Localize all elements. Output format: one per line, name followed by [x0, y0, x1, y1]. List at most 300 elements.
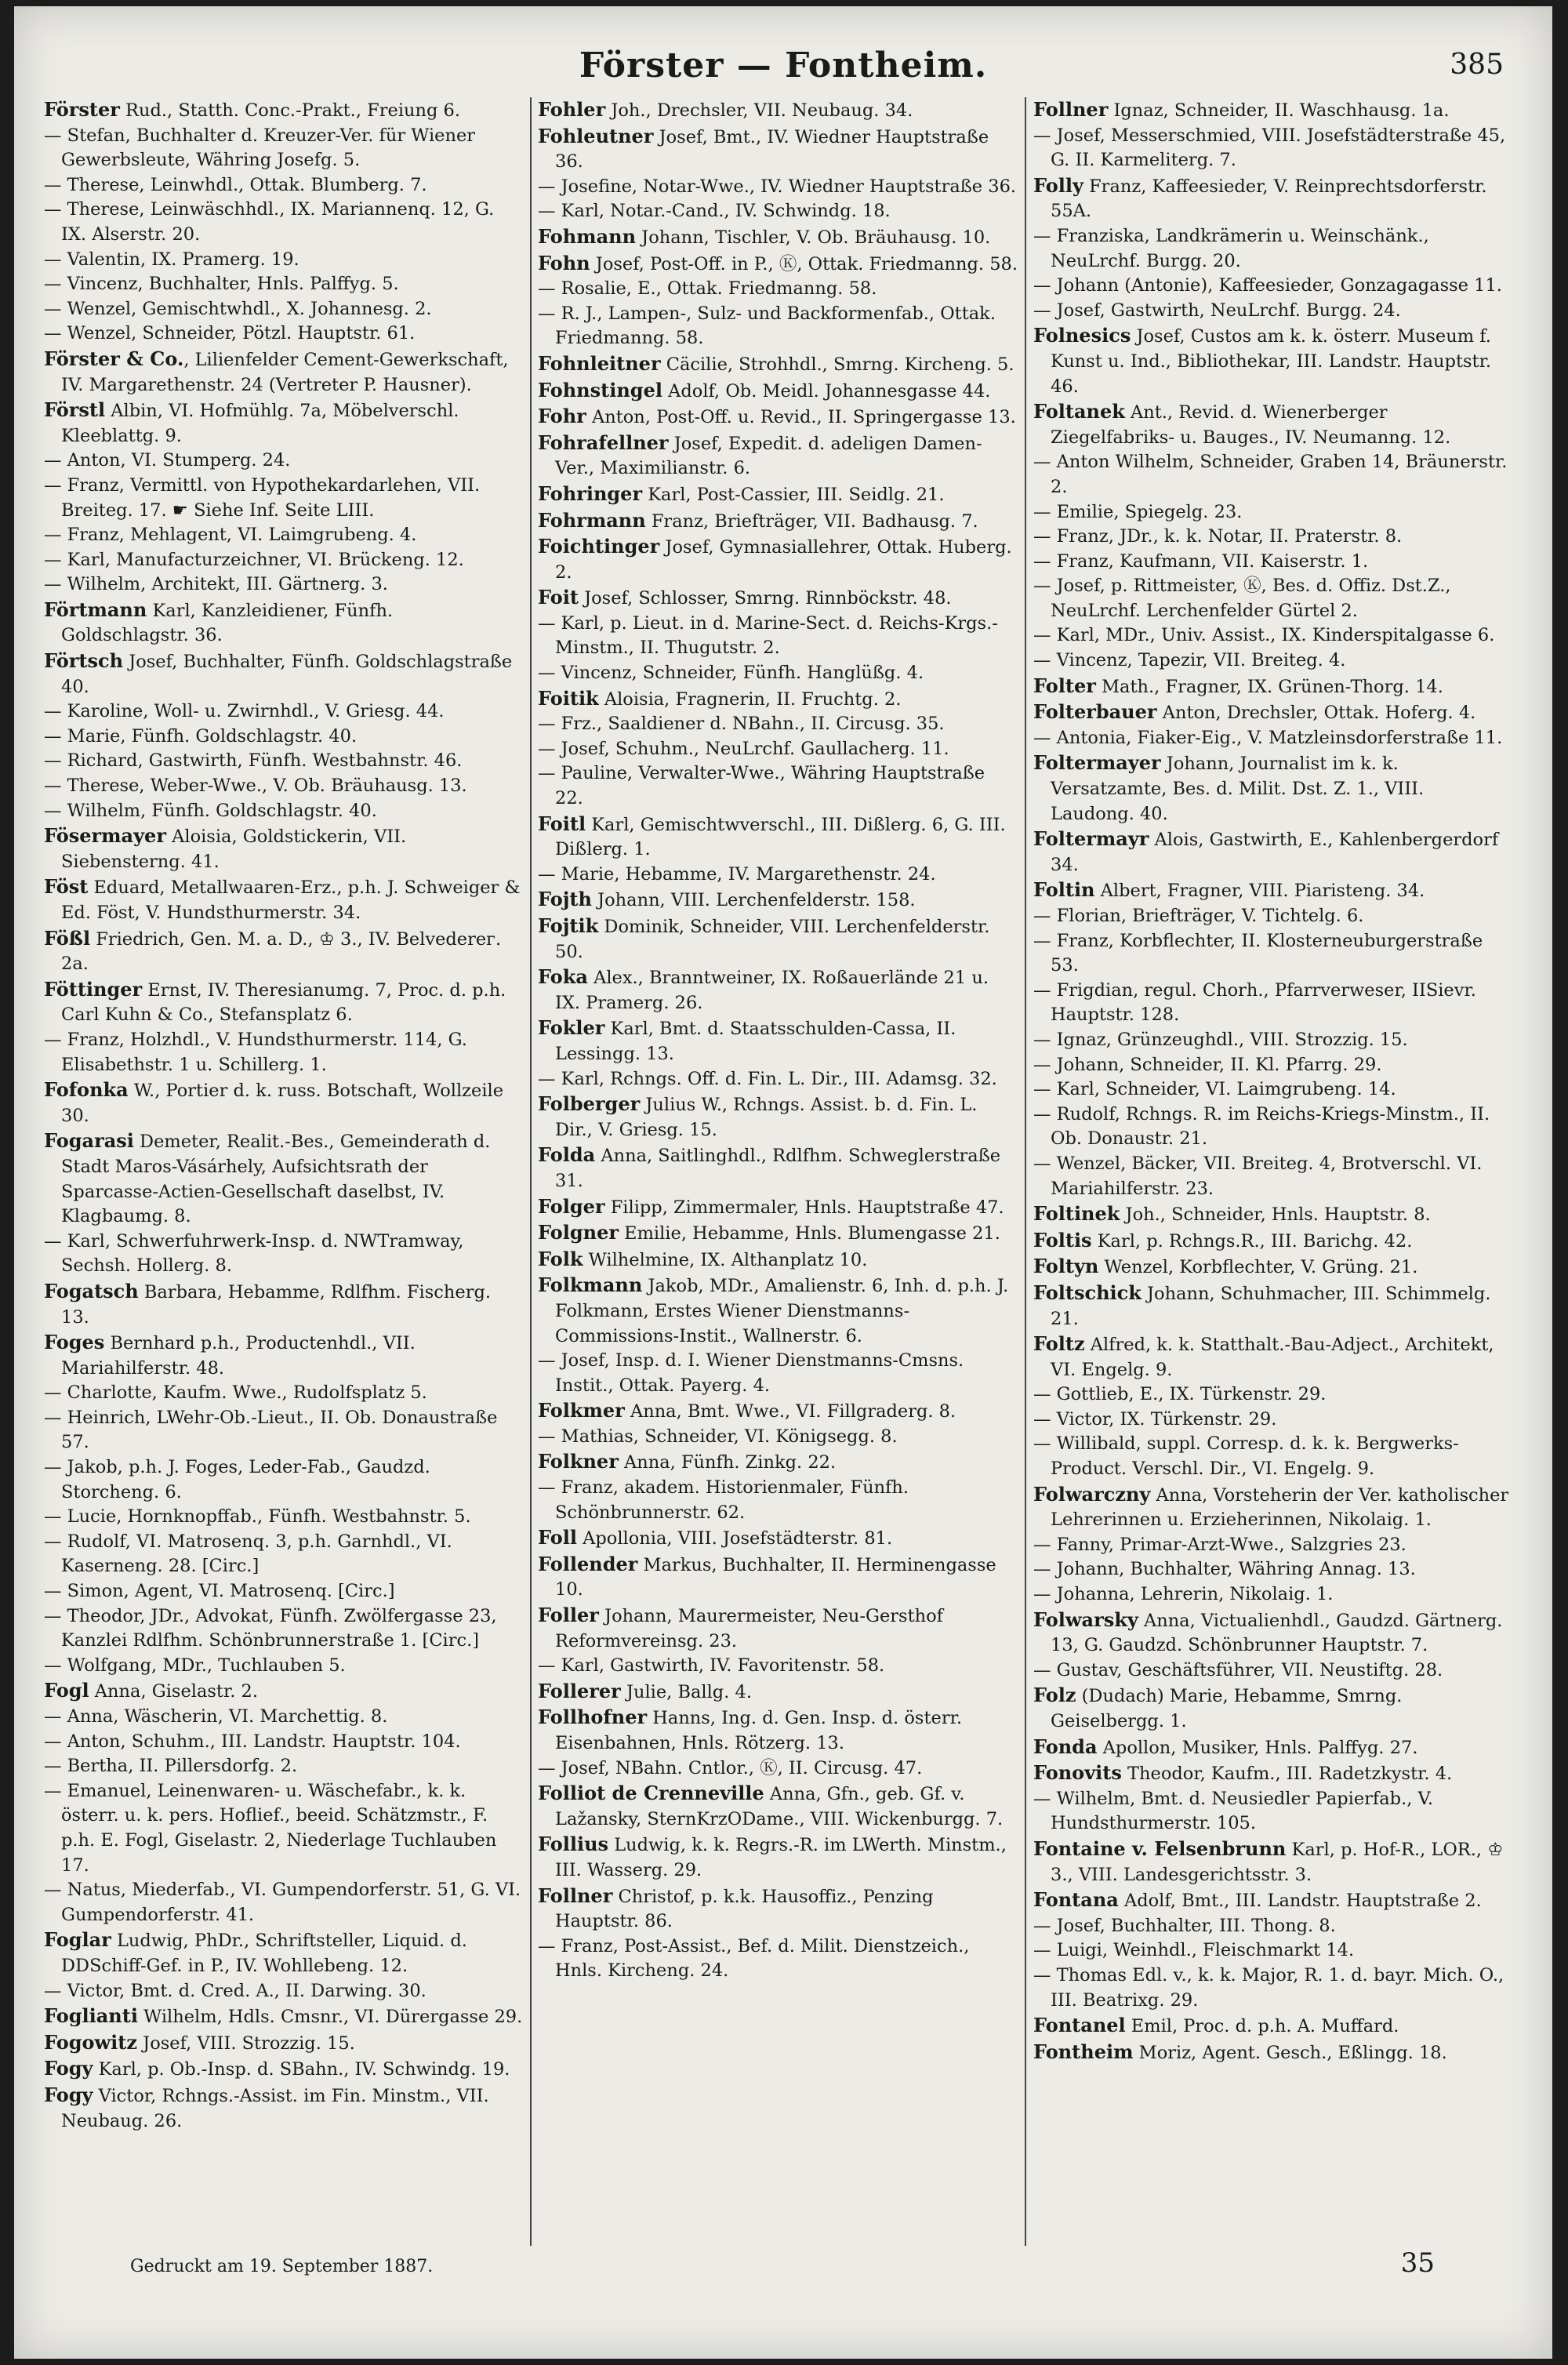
directory-entry	[538, 481, 1018, 508]
entry-details: Hanns, Ing. d. Gen. Insp. d. österr. Eisenbahnen, Hnls. Rötzerg. 13.	[555, 1708, 963, 1753]
entry-details: — Wenzel, Gemischtwhdl., X. Johannesg. 2.	[44, 298, 432, 319]
directory-entry	[44, 1878, 524, 1927]
entry-details: — Vincenz, Tapezir, VII. Breiteg. 4.	[1033, 650, 1346, 671]
entry-details: — Wilhelm, Fünfh. Goldschlagstr. 40.	[44, 800, 377, 821]
entry-details: — Rosalie, E., Ottak. Friedmanng. 58.	[538, 278, 877, 300]
entry-surname: Foller	[538, 1604, 599, 1627]
entry-details: — Jakob, p.h. J. Foges, Leder-Fab., Gaudzd. Storcheng. 6.	[44, 1457, 430, 1502]
entry-details: Anna, Giselastr. 2.	[89, 1681, 259, 1702]
entry-details: Alfred, k. k. Statthalt.-Bau-Adject., Architekt, VI. Engelg. 9.	[1051, 1335, 1494, 1380]
directory-entry	[1033, 623, 1513, 648]
directory-entry	[44, 1530, 524, 1579]
directory-entry	[44, 1279, 524, 1330]
directory-entry	[538, 812, 1018, 863]
entry-surname: Fohringer	[538, 481, 643, 505]
entry-details: — Fanny, Primar-Arzt-Wwe., Salzgries 23.	[1033, 1534, 1406, 1555]
directory-entry	[44, 1979, 524, 2004]
directory-entry	[1033, 450, 1513, 500]
directory-entry	[538, 224, 1018, 251]
directory-entry	[1033, 877, 1513, 904]
directory-entry	[538, 863, 1018, 888]
directory-entry	[1033, 1557, 1513, 1582]
entry-details: Johann, Journalist im k. k. Versatzamte, Bes. d. Milit. Dst. Z. 1., VIII. Laudong. 40.	[1051, 754, 1425, 824]
entry-details: Wilhelm, Hdls. Cmsnr., VI. Dürergasse 29.	[137, 2007, 523, 2028]
entry-details: — Karl, Notar.-Cand., IV. Schwindg. 18.	[538, 201, 891, 222]
entry-details: Wenzel, Korbflechter, V. Grüng. 21.	[1098, 1257, 1418, 1278]
entry-details: — Franz, Holzhdl., V. Hundsthurmerstr. 114, G. Elisabethstr. 1 u. Schillerg. 1.	[44, 1029, 467, 1075]
entry-details: Karl, Post-Cassier, III. Seidlg. 21.	[642, 484, 945, 505]
directory-entry	[1033, 1533, 1513, 1558]
entry-surname: Folliot de Crenneville	[538, 1782, 764, 1805]
directory-entry	[1033, 979, 1513, 1028]
entry-details: Ludwig, PhDr., Schriftsteller, Liquid. d. DDSchiff-Gef. in P., IV. Wohllebeng. 12.	[61, 1931, 467, 1976]
entry-details: — Simon, Agent, VI. Matrosenq. [Circ.]	[44, 1581, 395, 1602]
directory-entry	[538, 737, 1018, 762]
entry-surname: Foka	[538, 965, 588, 989]
entry-details: Barbara, Hebamme, Rdlfhm. Fischerg. 13.	[61, 1281, 491, 1328]
directory-entry	[44, 1927, 524, 1978]
directory-entry	[1033, 1608, 1513, 1658]
entry-surname: Förstl	[44, 398, 106, 422]
entry-details: — Valentin, IX. Pramerg. 19.	[44, 249, 299, 270]
entry-details: Ignaz, Schneider, II. Waschhausg. 1a.	[1108, 100, 1450, 121]
entry-details: Alois, Gastwirth, E., Kahlenbergerdorf 34.	[1051, 830, 1499, 875]
entry-details: — Josef, Messerschmied, VIII. Josefstädterstraße 45, G. II. Karmeliterg. 7.	[1033, 125, 1506, 171]
entry-surname: Folda	[538, 1143, 596, 1167]
entry-surname: Fontaine v. Felsenbrunn	[1033, 1836, 1287, 1860]
directory-entry	[1033, 1582, 1513, 1608]
entry-surname: Folwarsky	[1033, 1608, 1138, 1631]
directory-entry	[538, 914, 1018, 965]
directory-entry	[1033, 124, 1513, 173]
entry-surname: Foges	[44, 1331, 105, 1354]
entry-details: Albert, Fragner, VIII. Piaristeng. 34.	[1094, 881, 1425, 902]
column-divider	[1025, 97, 1026, 2246]
entry-details: Ludwig, k. k. Regrs.-R. im LWerth. Minstm., III. Wasserg. 29.	[555, 1835, 1007, 1880]
entry-details: — Josef, Insp. d. I. Wiener Dienstmanns-Cmsns. Instit., Ottak. Payerg. 4.	[538, 1350, 964, 1396]
entry-surname: Fohn	[538, 251, 590, 274]
entry-details: Josef, Schlosser, Smrng. Rinnböckstr. 48.	[578, 588, 952, 609]
entry-details: — Emilie, Spiegelg. 23.	[1033, 501, 1243, 522]
directory-entry	[538, 404, 1018, 430]
entry-details: Josef, Buchhalter, Fünfh. Goldschlagstraße 40.	[61, 652, 513, 697]
entry-details: — Anton, VI. Stumperg. 24.	[44, 450, 291, 471]
entry-details: — R. J., Lampen-, Sulz- und Backformenfab., Ottak. Friedmanng. 58.	[538, 303, 996, 349]
entry-details: — Charlotte, Kaufm. Wwe., Rudolfsplatz 5.	[44, 1382, 427, 1404]
directory-entry	[538, 1247, 1018, 1273]
entry-details: Wilhelmine, IX. Althanplatz 10.	[583, 1249, 868, 1270]
entry-surname: Foitik	[538, 686, 599, 710]
directory-entry	[1033, 1103, 1513, 1152]
directory-entry	[1033, 1077, 1513, 1103]
entry-details: Karl, Gemischtwverschl., III. Dißlerg. 6, G. III. Dißlerg. 1.	[555, 814, 1006, 860]
entry-details: — Thomas Edl. v., k. k. Major, R. 1. d. bayr. Mich. O., III. Beatrixg. 29.	[1033, 1964, 1504, 2011]
entry-details: Josef, VIII. Strozzig. 15.	[137, 2033, 355, 2054]
entry-details: Josef, Expedit. d. adeligen Damen-Ver., Maximilianstr. 6.	[555, 433, 982, 479]
entry-details: Jakob, MDr., Amalienstr. 6, Inh. d. p.h. J. Folkmann, Erstes Wiener Dienstmanns-Commissions-Instit., Wallnerstr. 6.	[555, 1276, 1009, 1346]
entry-surname: Fonda	[1033, 1735, 1098, 1758]
entry-surname: Fogatsch	[44, 1279, 139, 1302]
entry-details: — Wilhelm, Bmt. d. Neusiedler Papierfab., V. Hundsthurmerstr. 105.	[1033, 1788, 1433, 1834]
directory-entry	[1033, 173, 1513, 224]
directory-entry	[1033, 399, 1513, 450]
directory-entry	[44, 272, 524, 297]
entry-details: Alex., Branntweiner, IX. Roßauerlände 21 u. IX. Pramerg. 26.	[555, 968, 989, 1013]
directory-entry	[1033, 929, 1513, 979]
entry-surname: Fohrmann	[538, 508, 646, 532]
entry-details: Filipp, Zimmermaler, Hnls. Hauptstraße 47.	[604, 1197, 1004, 1218]
directory-entry	[44, 598, 524, 648]
directory-entry	[44, 1230, 524, 1279]
directory-entry	[44, 977, 524, 1028]
directory-entry	[44, 2056, 524, 2083]
directory-entry	[538, 1067, 1018, 1092]
entry-details: Ant., Revid. d. Wienerberger Ziegelfabriks- u. Bauges., IV. Neumanng. 12.	[1051, 402, 1451, 448]
entry-details: Johann, Schuhmacher, III. Schimmelg. 21.	[1051, 1283, 1491, 1329]
directory-entry	[44, 248, 524, 273]
directory-entry	[538, 1679, 1018, 1706]
entry-details: Demeter, Realit.-Bes., Gemeinderath d. Stadt Maros-Vásárhely, Aufsichtsrath der Sparcasse-Actien-Gesellschaft daselbst, IV. Klagbaumg. 8.	[61, 1132, 491, 1227]
directory-entry	[1033, 1382, 1513, 1408]
entry-details: — Florian, Briefträger, V. Tichtelg. 6.	[1033, 906, 1364, 926]
entry-details: — Stefan, Buchhalter d. Kreuzer-Ver. für Wiener Gewerbsleute, Währing Josefg. 5.	[44, 125, 476, 171]
entry-surname: Fohmann	[538, 224, 637, 248]
directory-entry	[1033, 224, 1513, 274]
directory-entry	[1033, 1201, 1513, 1228]
directory-entry	[1033, 1914, 1513, 1939]
directory-entry	[1033, 500, 1513, 525]
directory-entry	[538, 612, 1018, 661]
entry-surname: Fogarasi	[44, 1129, 134, 1153]
entry-details: — Pauline, Verwalter-Wwe., Währing Hauptstraße 22.	[538, 763, 985, 809]
entry-surname: Follender	[538, 1552, 638, 1575]
entry-surname: Follerer	[538, 1679, 621, 1702]
directory-entry	[538, 378, 1018, 405]
entry-details: Anton, Post-Off. u. Revid., II. Springergasse 13.	[586, 407, 1016, 428]
entry-surname: Fogy	[44, 2057, 93, 2080]
entry-surname: Foltz	[1033, 1332, 1085, 1356]
column-2	[538, 97, 1018, 2246]
entry-details: Franz, Kaffeesieder, V. Reinprechtsdorferstr. 55A.	[1051, 176, 1487, 222]
directory-entry	[1033, 699, 1513, 726]
directory-entry	[44, 548, 524, 573]
directory-entry	[538, 97, 1018, 124]
entry-surname: Foltinek	[1033, 1202, 1120, 1226]
directory-entry	[44, 1455, 524, 1505]
directory-entry	[1033, 904, 1513, 929]
entry-details: — Karl, Manufacturzeichner, VI. Brückeng. 12.	[44, 549, 464, 570]
directory-entry	[44, 725, 524, 750]
entry-surname: Folkner	[538, 1450, 619, 1473]
directory-entry	[538, 1552, 1018, 1603]
entry-details: — Karl, Rchngs. Off. d. Fin. L. Dir., III. Adamsg. 32.	[538, 1068, 997, 1089]
entry-details: — Therese, Weber-Wwe., V. Ob. Bräuhausg. 13.	[44, 776, 467, 797]
directory-entry	[44, 774, 524, 799]
directory-entry	[538, 1220, 1018, 1247]
entry-details: Bernhard p.h., Productenhdl., VII. Mariahilferstr. 48.	[61, 1333, 416, 1379]
entry-details: Math., Fragner, IX. Grünen-Thorg. 14.	[1095, 676, 1443, 697]
entry-surname: Folter	[1033, 674, 1096, 697]
entry-surname: Fojtik	[538, 914, 599, 937]
entry-details: Anna, Bmt. Wwe., VI. Fillgraderg. 8.	[624, 1401, 956, 1422]
entry-details: — Gustav, Geschäftsführer, VII. Neustiftg. 28.	[1033, 1659, 1443, 1680]
entry-details: — Rudolf, Rchngs. R. im Reichs-Kriegs-Minstm., II. Ob. Donaustr. 21.	[1033, 1103, 1490, 1150]
entry-details: Karl, p. Rchngs.R., III. Barichg. 42.	[1091, 1230, 1413, 1252]
column-divider	[530, 97, 532, 2246]
directory-entry	[44, 1381, 524, 1406]
entry-surname: Folkmer	[538, 1399, 625, 1422]
entry-details: Karl, Bmt. d. Staatsschulden-Cassa, II. Lessingg. 13.	[555, 1019, 956, 1064]
entry-details: Albin, VI. Hofmühlg. 7a, Möbelverschl. Kleeblattg. 9.	[61, 401, 459, 446]
entry-surname: Förster & Co.	[44, 347, 184, 370]
directory-entry	[538, 965, 1018, 1015]
entry-details: Josef, Gymnasiallehrer, Ottak. Huberg. 2.	[555, 537, 1012, 583]
directory-entry	[1033, 1482, 1513, 1533]
directory-entry	[538, 124, 1018, 175]
directory-entry	[44, 1678, 524, 1705]
entry-details: Josef, Post-Off. in P., Ⓚ, Ottak. Friedmanng. 58.	[590, 253, 1018, 274]
directory-entry	[44, 523, 524, 548]
directory-entry	[1033, 2040, 1513, 2066]
entry-surname: Foit	[538, 586, 579, 609]
entry-surname: Fogl	[44, 1679, 89, 1702]
directory-entry	[538, 1015, 1018, 1066]
entry-surname: Foltschick	[1033, 1281, 1142, 1304]
entry-details: — Therese, Leinwäschhdl., IX. Mariannenq. 12, G. IX. Alserstr. 20.	[44, 199, 495, 245]
entry-details: — Antonia, Fiaker-Eig., V. Matzleinsdorferstraße 11.	[1033, 727, 1503, 748]
entry-surname: Fohr	[538, 405, 586, 428]
entry-details: — Victor, Bmt. d. Cred. A., II. Darwing. 30.	[44, 1980, 426, 2001]
entry-details: — Josefine, Notar-Wwe., IV. Wiedner Hauptstraße 36.	[538, 176, 1017, 197]
entry-surname: Foll	[538, 1526, 577, 1549]
directory-entry	[538, 661, 1018, 686]
entry-details: — Therese, Leinwhdl., Ottak. Blumberg. 7.	[44, 174, 427, 195]
directory-entry	[1033, 1053, 1513, 1078]
entry-details: — Josef, Buchhalter, III. Thong. 8.	[1033, 1915, 1336, 1936]
entry-details: Adolf, Ob. Meidl. Johannesgasse 44.	[662, 380, 991, 401]
entry-surname: Foichtinger	[538, 535, 660, 558]
entry-surname: Follius	[538, 1833, 609, 1856]
directory-entry	[1033, 1331, 1513, 1382]
entry-details: — Theodor, JDr., Advokat, Fünfh. Zwölfergasse 23, Kanzlei Rdlfhm. Schönbrunnerstraße 1. [Circ.]	[44, 1605, 497, 1651]
directory-entry	[1033, 1760, 1513, 1787]
entry-surname: Follner	[538, 1884, 613, 1907]
entry-details: — Karoline, Woll- u. Zwirnhdl., V. Griesg. 44.	[44, 701, 445, 722]
entry-details: Anna, Victualienhdl., Gaudzd. Gärtnerg. 13, G. Gaudzd. Schönbrunner Hauptstr. 7.	[1051, 1610, 1503, 1656]
entry-details: — Johann, Schneider, II. Kl. Pfarrg. 29.	[1033, 1054, 1382, 1075]
entry-surname: Fohleutner	[538, 124, 654, 147]
directory-entry	[1033, 2013, 1513, 2040]
column-3	[1033, 97, 1513, 2246]
entry-details: — Luigi, Weinhdl., Fleischmarkt 14.	[1033, 1940, 1355, 1961]
directory-entry	[44, 1604, 524, 1654]
entry-surname: Fohler	[538, 98, 606, 121]
entry-details: — Wolfgang, MDr., Tuchlauben 5.	[44, 1655, 346, 1676]
entry-details: — Karl, Gastwirth, IV. Favoritenstr. 58.	[538, 1655, 885, 1677]
directory-entry	[44, 2083, 524, 2134]
entry-details: Emilie, Hebamme, Hnls. Blumengasse 21.	[619, 1223, 1000, 1244]
entry-details: — Marie, Hebamme, IV. Margarethenstr. 24.	[538, 863, 936, 885]
directory-entry	[1033, 674, 1513, 700]
entry-details: — Karl, Schwerfuhrwerk-Insp. d. NWTramway, Sechsh. Hollerg. 8.	[44, 1230, 464, 1277]
entry-surname: Foitl	[538, 812, 586, 835]
entry-details: Emil, Proc. d. p.h. A. Muffard.	[1125, 2016, 1399, 2037]
entry-details: Aloisia, Fragnerin, II. Fruchtg. 2.	[598, 688, 902, 710]
directory-entry	[44, 823, 524, 874]
entry-details: — Franziska, Landkrämerin u. Weinschänk., NeuLrchf. Burgg. 20.	[1033, 225, 1429, 271]
directory-entry	[44, 1730, 524, 1755]
entry-surname: Fontheim	[1033, 2040, 1134, 2063]
directory-entry	[44, 926, 524, 977]
entry-details: Moriz, Agent. Gesch., Eßlingg. 18.	[1133, 2042, 1447, 2063]
directory-entry	[44, 1654, 524, 1679]
entry-surname: Fontanel	[1033, 2014, 1126, 2037]
entry-surname: Folz	[1033, 1684, 1076, 1707]
entry-details: — Lucie, Hornknopffab., Fünfh. Westbahnstr. 5.	[44, 1506, 471, 1528]
directory-entry	[538, 1143, 1018, 1193]
entry-details: — Franz, Kaufmann, VII. Kaiserstr. 1.	[1033, 550, 1369, 572]
directory-entry	[538, 1349, 1018, 1398]
directory-entry	[1033, 574, 1513, 623]
directory-entry	[1033, 1228, 1513, 1255]
entry-surname: Fogowitz	[44, 2030, 138, 2054]
directory-entry	[538, 1092, 1018, 1143]
column-1	[44, 97, 524, 2246]
directory-entry	[538, 1525, 1018, 1552]
entry-details: Adolf, Bmt., III. Landstr. Hauptstraße 2.	[1118, 1891, 1482, 1912]
entry-details: (Dudach) Marie, Hebamme, Smrng. Geiselbergg. 1.	[1051, 1686, 1403, 1731]
entry-details: — Josef, p. Rittmeister, Ⓚ, Bes. d. Offiz. Dst.Z., NeuLrchf. Lerchenfelder Gürtel 2.	[1033, 576, 1451, 621]
entry-details: — Anton, Schuhm., III. Landstr. Hauptstr. 104.	[44, 1731, 461, 1752]
directory-entry	[538, 508, 1018, 535]
directory-entry	[538, 712, 1018, 737]
directory-entry	[1033, 826, 1513, 877]
directory-entry	[538, 1781, 1018, 1832]
directory-entry	[538, 761, 1018, 811]
directory-entry	[1033, 1432, 1513, 1481]
directory-entry	[1033, 1152, 1513, 1201]
entry-details: Anna, Fünfh. Zinkg. 22.	[618, 1452, 837, 1473]
directory-entry	[44, 1779, 524, 1878]
directory-entry	[1033, 299, 1513, 324]
directory-entry	[1033, 97, 1513, 124]
entry-details: — Marie, Fünfh. Goldschlagstr. 40.	[44, 725, 358, 747]
entry-surname: Foglar	[44, 1928, 111, 1952]
directory-entry	[44, 699, 524, 725]
entry-details: — Gottlieb, E., IX. Türkenstr. 29.	[1033, 1384, 1327, 1405]
entry-details: Josef, Custos am k. k. österr. Museum f. Kunst u. Ind., Bibliothekar, III. Landstr. Hauptstr. 46.	[1051, 326, 1492, 397]
entry-surname: Foltis	[1033, 1228, 1092, 1252]
directory-entry	[1033, 1735, 1513, 1761]
directory-entry	[538, 1756, 1018, 1782]
directory-entry	[1033, 1408, 1513, 1433]
running-head: Förster — Fontheim.	[579, 45, 988, 85]
print-date: Gedruckt am 19. September 1887.	[130, 2257, 434, 2276]
entry-details: — Karl, Schneider, VI. Laimgrubeng. 14.	[1033, 1079, 1396, 1100]
directory-entry	[1033, 1254, 1513, 1281]
entry-details: Dominik, Schneider, VIII. Lerchenfelderstr. 50.	[555, 917, 990, 962]
directory-entry	[44, 2004, 524, 2030]
directory-entry	[44, 1505, 524, 1530]
directory-entry	[44, 1128, 524, 1229]
directory-entry	[538, 199, 1018, 224]
directory-entry	[44, 1330, 524, 1381]
directory-entry	[538, 1194, 1018, 1221]
entry-details: — Josef, Gastwirth, NeuLrchf. Burgg. 24.	[1033, 300, 1401, 321]
entry-details: W., Portier d. k. russ. Botschaft, Wollzeile 30.	[61, 1081, 504, 1126]
page-number: 385	[1450, 49, 1504, 81]
directory-entry	[538, 1398, 1018, 1425]
entry-details: — Wenzel, Schneider, Pötzl. Hauptstr. 61.	[44, 323, 416, 344]
entry-surname: Foglianti	[44, 2004, 138, 2028]
entry-surname: Foltyn	[1033, 1255, 1099, 1278]
directory-entry	[44, 799, 524, 824]
directory-page	[14, 6, 1552, 2359]
entry-surname: Föst	[44, 875, 89, 899]
signature-mark: 35	[1400, 2247, 1435, 2279]
directory-entry	[44, 474, 524, 523]
directory-entry	[538, 1832, 1018, 1883]
entry-surname: Fohrafellner	[538, 430, 669, 454]
entry-details: — Heinrich, LWehr-Ob.-Lieut., II. Ob. Donaustraße 57.	[44, 1407, 498, 1453]
directory-columns	[44, 97, 1518, 2246]
directory-entry	[44, 297, 524, 322]
entry-details: — Emanuel, Leinenwaren- u. Wäschefabr., k. k. österr. u. k. pers. Hoflief., beeid. Schätzmstr., F. p.h. E. Fogl, Giselastr. 2, Niederlage Tuchlauben 17.	[44, 1780, 497, 1876]
directory-entry	[538, 1705, 1018, 1756]
entry-details: Anton, Drechsler, Ottak. Hoferg. 4.	[1156, 703, 1476, 724]
directory-entry	[1033, 1938, 1513, 1964]
directory-entry	[1033, 323, 1513, 399]
entry-details: — Anton Wilhelm, Schneider, Graben 14, Bräunerstr. 2.	[1033, 452, 1508, 497]
entry-details: — Anna, Wäscherin, VI. Marchettig. 8.	[44, 1706, 388, 1727]
entry-details: — Richard, Gastwirth, Fünfh. Westbahnstr. 46.	[44, 750, 463, 772]
directory-entry	[538, 1603, 1018, 1654]
entry-details: — Franz, Mehlagent, VI. Laimgrubeng. 4.	[44, 525, 417, 546]
entry-surname: Fojth	[538, 888, 592, 911]
entry-surname: Folly	[1033, 173, 1083, 197]
directory-entry	[44, 1705, 524, 1730]
directory-entry	[538, 686, 1018, 713]
directory-entry	[538, 534, 1018, 585]
directory-entry	[538, 1935, 1018, 1984]
entry-details: — Johann, Buchhalter, Währing Annag. 13.	[1033, 1559, 1416, 1580]
entry-details: Johann, Tischler, V. Ob. Bräuhausg. 10.	[636, 227, 991, 248]
directory-entry	[538, 1449, 1018, 1476]
entry-details: — Josef, Schuhm., NeuLrchf. Gaullacherg. 11.	[538, 738, 949, 759]
directory-entry	[1033, 525, 1513, 550]
directory-entry	[44, 198, 524, 247]
directory-entry	[538, 351, 1018, 378]
entry-details: Anna, Vorsteherin der Ver. katholischer Lehrerinnen u. Erzieherinnen, Nikolaig. 1.	[1051, 1484, 1509, 1531]
directory-entry	[44, 2030, 524, 2057]
directory-entry	[538, 887, 1018, 914]
directory-entry	[44, 572, 524, 598]
entry-surname: Follner	[1033, 98, 1109, 121]
directory-entry	[44, 1754, 524, 1779]
entry-surname: Fokler	[538, 1016, 605, 1040]
entry-surname: Fogy	[44, 2083, 93, 2106]
entry-details: — Wenzel, Bäcker, VII. Breiteg. 4, Brotverschl. VI. Mariahilferstr. 23.	[1033, 1153, 1483, 1199]
directory-entry	[44, 1077, 524, 1128]
entry-surname: Fößl	[44, 926, 91, 950]
entry-details: — Victor, IX. Türkenstr. 29.	[1033, 1408, 1277, 1430]
entry-details: Julius W., Rchngs. Assist. b. d. Fin. L. Dir., V. Griesg. 15.	[555, 1095, 978, 1140]
directory-entry	[1033, 274, 1513, 299]
entry-details: — Karl, MDr., Univ. Assist., IX. Kinderspitalgasse 6.	[1033, 625, 1495, 646]
entry-details: — Josef, NBahn. Cntlor., Ⓚ, II. Circusg. 47.	[538, 1757, 923, 1778]
directory-entry	[1033, 1836, 1513, 1887]
entry-surname: Fohnstingel	[538, 378, 662, 401]
